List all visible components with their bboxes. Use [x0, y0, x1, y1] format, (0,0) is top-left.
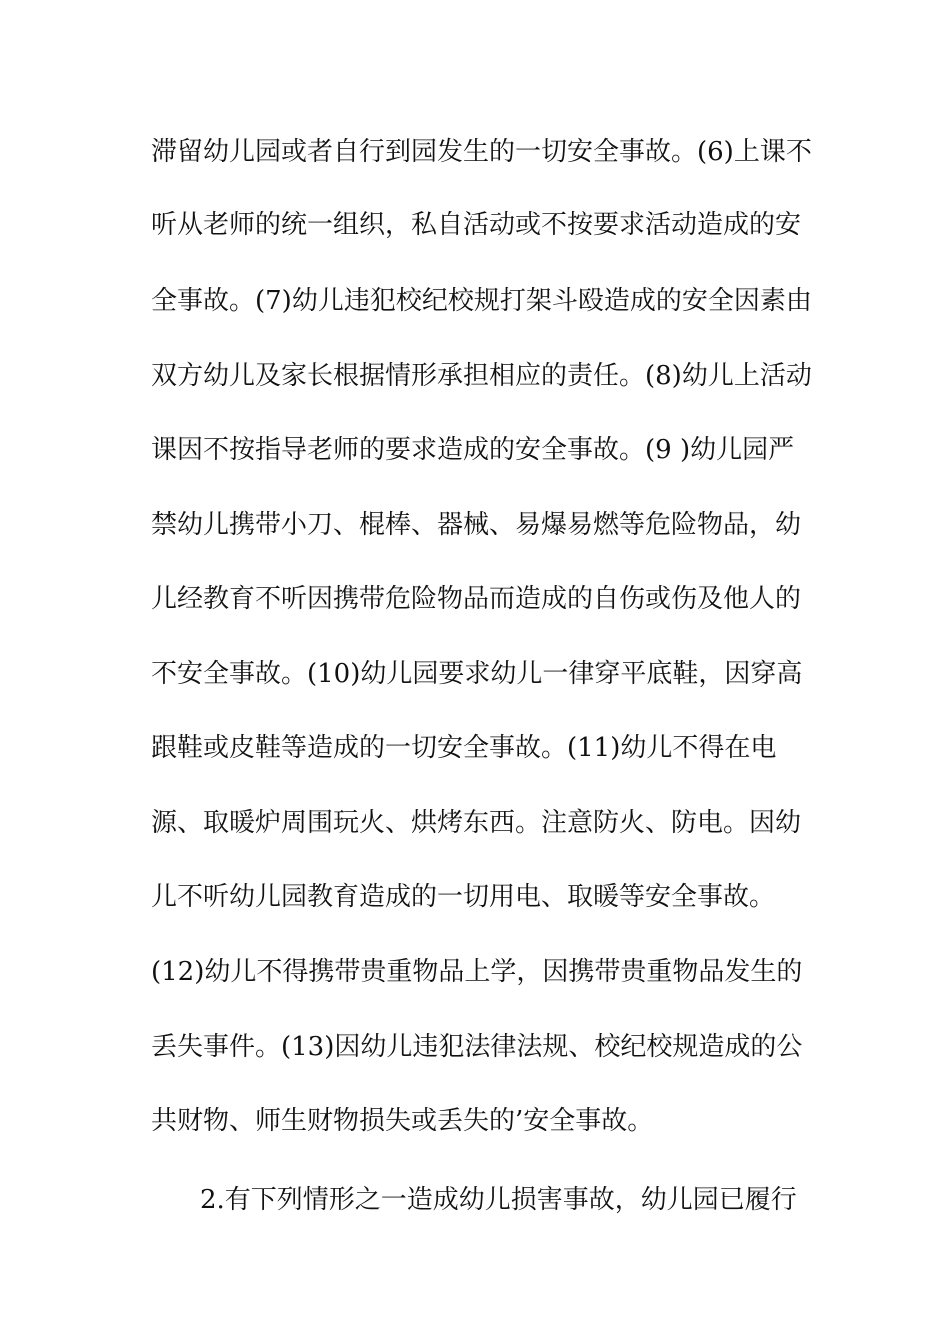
text-line-4: 双方幼儿及家长根据情形承担相应的责任。(8)幼儿上活动: [151, 361, 812, 391]
text-line-5: 课因不按指导老师的要求造成的安全事故。(9 )幼儿园严: [151, 435, 795, 465]
text-line-1: 滞留幼儿园或者自行到园发生的一切安全事故。(6)上课不: [151, 137, 812, 167]
text-line-12: (12)幼儿不得携带贵重物品上学，因携带贵重物品发生的: [151, 957, 803, 987]
text-line-15: 2.有下列情形之一造成幼儿损害事故，幼儿园已履行: [200, 1185, 797, 1215]
text-line-6: 禁幼儿携带小刀、棍棒、器械、易爆易燃等危险物品，幼: [151, 510, 802, 540]
text-line-7: 儿经教育不听因携带危险物品而造成的自伤或伤及他人的: [151, 584, 802, 614]
text-line-3: 全事故。(7)幼儿违犯校纪校规打架斗殴造成的安全因素由: [151, 286, 812, 316]
text-line-14: 共财物、师生财物损失或丢失的’安全事故。: [151, 1106, 654, 1136]
text-line-8: 不安全事故。(10)幼儿园要求幼儿一律穿平底鞋，因穿高: [151, 659, 803, 689]
text-line-9: 跟鞋或皮鞋等造成的一切安全事故。(11)幼儿不得在电: [151, 733, 777, 763]
text-line-10: 源、取暖炉周围玩火、烘烤东西。注意防火、防电。因幼: [151, 808, 802, 838]
text-line-2: 听从老师的统一组织，私自活动或不按要求活动造成的安: [151, 210, 802, 240]
text-line-11: 儿不听幼儿园教育造成的一切用电、取暖等安全事故。: [151, 882, 776, 912]
text-line-13: 丢失事件。(13)因幼儿违犯法律法规、校纪校规造成的公: [151, 1032, 803, 1062]
